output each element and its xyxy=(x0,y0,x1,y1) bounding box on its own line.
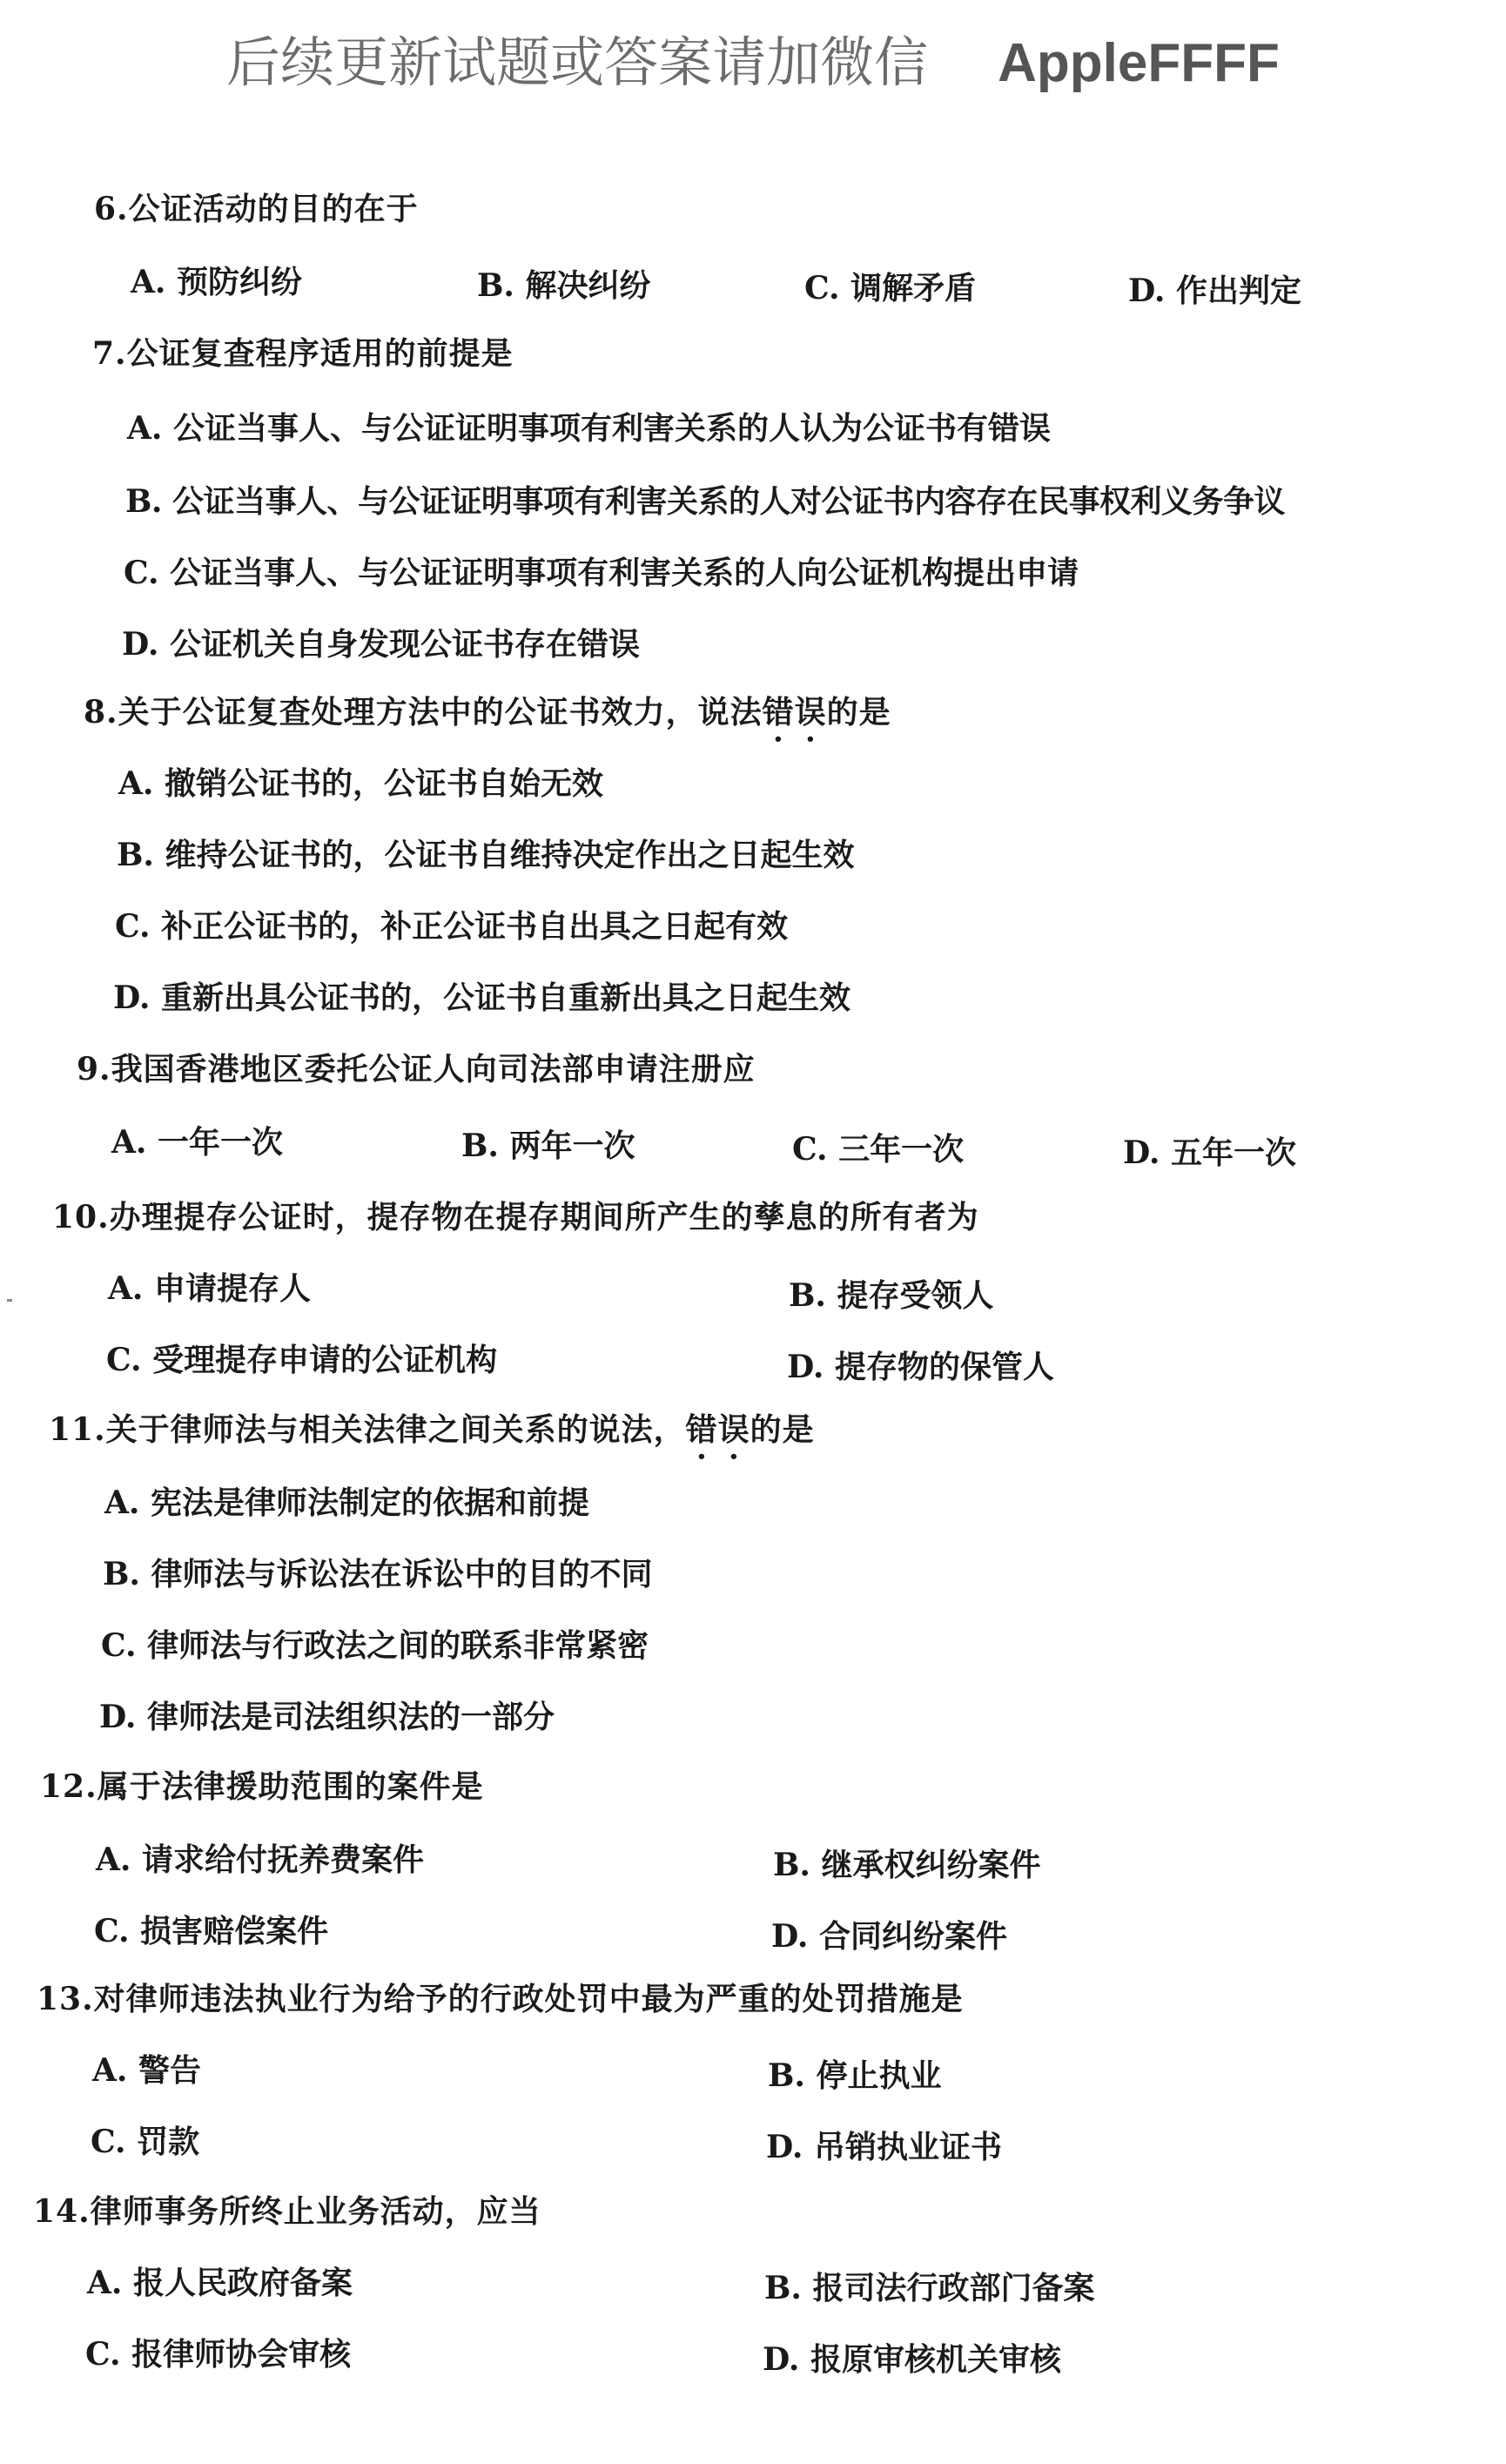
question-9-option-a: A. 一年一次 xyxy=(111,1124,283,1161)
question-text: 对律师违法执业行为给予的行政处罚中最为严重的处罚措施是 xyxy=(93,1981,964,2017)
question-8-option-b: B. 维持公证书的，公证书自维持决定作出之日起生效 xyxy=(117,837,855,873)
question-11-option-c: C. 律师法与行政法之间的联系非常紧密 xyxy=(101,1627,649,1664)
question-text: 律师事务所终止业务活动，应当 xyxy=(90,2193,541,2230)
question-9-stem xyxy=(77,1045,756,1089)
question-11-option-a: A. 宪法是律师法制定的依据和前提 xyxy=(104,1484,589,1521)
question-text-end: 的是 xyxy=(750,1411,815,1448)
scan-speck xyxy=(7,1299,12,1302)
question-text: 公证复查程序适用的前提是 xyxy=(126,335,514,372)
question-10-option-d: D. 提存物的保管人 xyxy=(787,1349,1055,1385)
question-8-option-c: C. 补正公证书的，补正公证书自出具之日起有效 xyxy=(115,908,789,945)
question-14-option-d: D. 报原审核机关审核 xyxy=(763,2341,1062,2378)
question-number: 8. xyxy=(84,694,118,730)
question-12-option-d: D. 合同纠纷案件 xyxy=(771,1918,1008,1955)
question-13-option-b: B. 停止执业 xyxy=(768,2057,942,2094)
question-12-stem xyxy=(40,1762,484,1807)
question-text: 办理提存公证时，提存物在提存期间所产生的孳息的所有者为 xyxy=(109,1199,979,1235)
question-number: 6. xyxy=(94,191,129,227)
question-13-stem xyxy=(37,1975,964,2019)
question-7-option-b: B. 公证当事人、与公证证明事项有利害关系的人对公证书内容存在民事权利义务争议 xyxy=(125,483,1285,520)
emphasized-word: 错误 xyxy=(762,694,827,730)
question-number: 12. xyxy=(40,1768,97,1805)
question-number: 13. xyxy=(37,1981,94,2017)
question-6-option-b: B. 解决纠纷 xyxy=(477,267,651,304)
question-text-start: 关于律师法与相关法律之间关系的说法， xyxy=(105,1411,686,1448)
question-number: 9. xyxy=(77,1051,111,1087)
question-text-end: 的是 xyxy=(826,694,891,730)
emphasized-word: 错误 xyxy=(685,1411,750,1448)
question-12-option-c: C. 损害赔偿案件 xyxy=(94,1913,329,1949)
question-8-stem xyxy=(84,688,891,749)
question-12-option-b: B. 继承权纠纷案件 xyxy=(773,1847,1041,1883)
question-12-option-a: A. 请求给付抚养费案件 xyxy=(96,1841,424,1878)
question-text: 属于法律援助范围的案件是 xyxy=(97,1768,484,1805)
question-10-option-a: A. 申请提存人 xyxy=(108,1270,311,1307)
question-14-option-b: B. 报司法行政部门备案 xyxy=(764,2270,1095,2306)
question-6-option-c: C. 调解矛盾 xyxy=(804,270,977,306)
question-13-option-d: D. 吊销执业证书 xyxy=(766,2129,1003,2165)
question-6-option-d: D. 作出判定 xyxy=(1128,273,1302,309)
question-14-option-a: A. 报人民政府备案 xyxy=(87,2265,353,2301)
question-14-option-c: C. 报律师协会审核 xyxy=(85,2336,352,2373)
question-10-option-c: C. 受理提存申请的公证机构 xyxy=(106,1342,498,1378)
question-11-option-b: B. 律师法与诉讼法在诉讼中的目的不同 xyxy=(103,1556,653,1592)
question-14-stem xyxy=(33,2187,541,2232)
question-text: 公证活动的目的在于 xyxy=(128,191,419,227)
question-number: 10. xyxy=(52,1199,110,1235)
question-8-option-d: D. 重新出具公证书的，公证书自重新出具之日起生效 xyxy=(113,980,851,1016)
question-9-option-b: B. 两年一次 xyxy=(461,1128,635,1164)
question-9-option-d: D. 五年一次 xyxy=(1123,1134,1297,1171)
question-number: 7. xyxy=(92,335,127,372)
banner-text: 后续更新试题或答案请加微信 xyxy=(226,30,929,94)
banner-contact: AppleFFFF xyxy=(998,33,1280,93)
question-7-option-d: D. 公证机关自身发现公证书存在错误 xyxy=(122,626,641,663)
question-10-stem xyxy=(52,1193,979,1237)
question-11-stem xyxy=(49,1405,815,1466)
question-10-option-b: B. 提存受领人 xyxy=(789,1277,994,1314)
question-number: 11. xyxy=(49,1411,106,1448)
question-text: 我国香港地区委托公证人向司法部申请注册应 xyxy=(111,1051,756,1087)
question-11-option-d: D. 律师法是司法组织法的一部分 xyxy=(99,1699,555,1735)
question-6-stem xyxy=(94,185,419,229)
question-13-option-c: C. 罚款 xyxy=(91,2124,200,2160)
question-13-option-a: A. 警告 xyxy=(92,2052,201,2089)
question-7-option-c: C. 公证当事人、与公证证明事项有利害关系的人向公证机构提出申请 xyxy=(124,555,1079,591)
question-text-start: 关于公证复查处理方法中的公证书效力，说法 xyxy=(118,694,763,730)
question-6-option-a: A. 预防纠纷 xyxy=(131,264,302,300)
question-number: 14. xyxy=(33,2193,91,2230)
question-9-option-c: C. 三年一次 xyxy=(792,1131,965,1168)
question-7-option-a: A. 公证当事人、与公证证明事项有利害关系的人认为公证书有错误 xyxy=(127,410,1051,447)
question-8-option-a: A. 撤销公证书的，公证书自始无效 xyxy=(118,765,603,802)
question-7-stem xyxy=(92,329,514,374)
